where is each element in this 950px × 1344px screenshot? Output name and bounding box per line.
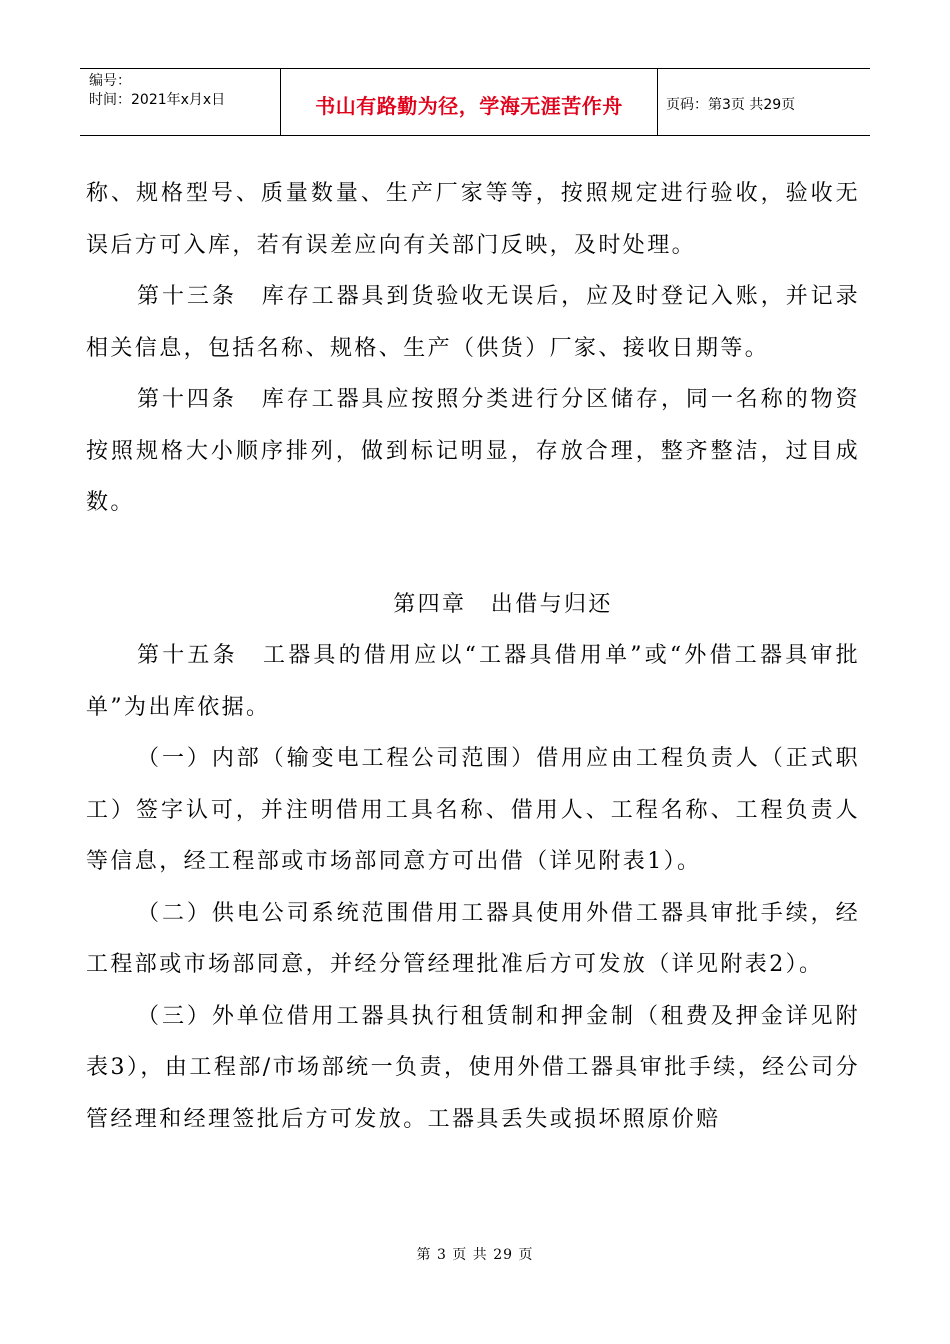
paragraph-item-1: （一）内部（输变电工程公司范围）借用应由工程负责人（正式职工）签字认可，并注明借用工具名称、借用人、工程名称、工程负责人等信息，经工程部或市场部同意方可出借（详见附表1）。: [86, 746, 860, 874]
header-meta: [80, 69, 281, 135]
header-page-info: 页码：第3页 共29页: [666, 96, 796, 113]
paragraph-continuation: 称、规格型号、质量数量、生产厂家等等，按照规定进行验收，验收无误后方可入库，若有误差应向有关部门反映，及时处理。: [86, 181, 860, 258]
paragraph-item-3: （三）外单位借用工器具执行租赁制和押金制（租费及押金详见附表3），由工程部/市场部统一负责，使用外借工器具审批手续，经公司分管经理和经理签批后方可发放。工器具丢失或损坏照原价赔: [86, 1003, 860, 1132]
document-body: [86, 168, 860, 1145]
paragraph-item-2: （二）供电公司系统范围借用工器具使用外借工器具审批手续，经工程部或市场部同意，并经分管经理批准后方可发放（详见附表2）。: [86, 900, 860, 977]
number-label: 编号：: [89, 73, 131, 89]
header-table: [80, 68, 870, 136]
spacer: [86, 529, 860, 579]
paragraph-article-15: 第十五条 工器具的借用应以“工器具借用单”或“外借工器具审批单”为出库依据。: [86, 643, 860, 720]
chapter-title: 第四章 出借与归还: [393, 591, 613, 617]
paragraph-article-13: 第十三条 库存工器具到货验收无误后，应及时登记入账，并记录相关信息，包括名称、规格、生产（供货）厂家、接收日期等。: [86, 284, 860, 361]
page-footer: 第 3 页 共 29 页: [416, 1247, 534, 1263]
header-slogan: 书山有路勤为径，学海无涯苦作舟: [281, 69, 658, 135]
time-label: 时间：2021年x月x日: [89, 92, 226, 108]
paragraph-article-14: 第十四条 库存工器具应按照分类进行分区储存，同一名称的物资按照规格大小顺序排列，做到标记明显，存放合理，整齐整洁，过目成数。: [86, 387, 860, 515]
